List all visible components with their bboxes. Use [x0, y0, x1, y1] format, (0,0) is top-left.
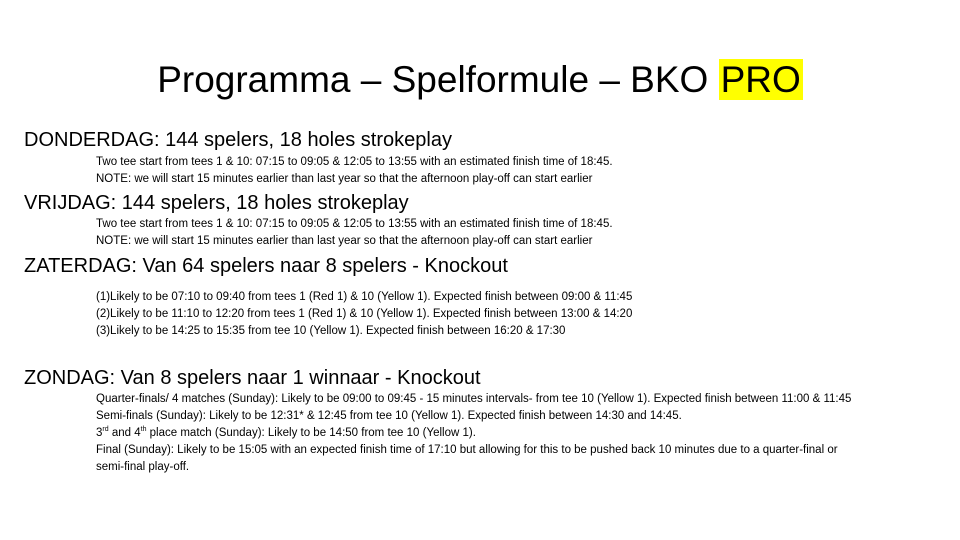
detail-line: NOTE: we will start 15 minutes earlier than last year so that the afternoon play-off can start earlier	[96, 235, 593, 247]
third-sup-th: th	[140, 426, 147, 434]
day-heading-zaterdag: ZATERDAG: Van 64 spelers naar 8 spelers - Knockout	[24, 255, 508, 277]
day-heading-donderdag: DONDERDAG: 144 spelers, 18 holes strokeplay	[24, 129, 452, 151]
detail-line: Semi-finals (Sunday): Likely to be 12:31* & 12:45 from tee 10 (Yellow 1). Expected finish between 14:30 and 14:45.	[96, 410, 682, 422]
detail-line: NOTE: we will start 15 minutes earlier than last year so that the afternoon play-off can start earlier	[96, 173, 593, 185]
detail-line: Two tee start from tees 1 & 10: 07:15 to 09:05 & 12:05 to 13:55 with an estimated finish time of 18:45.	[96, 156, 613, 168]
third-mid: and 4	[108, 427, 141, 439]
day-details-zondag	[96, 391, 851, 476]
day-details-donderdag	[96, 154, 613, 188]
page-title	[0, 54, 960, 106]
detail-line: semi-final play-off.	[96, 461, 190, 473]
detail-line: Two tee start from tees 1 & 10: 07:15 to 09:05 & 12:05 to 13:55 with an estimated finish time of 18:45.	[96, 218, 613, 230]
detail-line: (1)Likely to be 07:10 to 09:40 from tees 1 (Red 1) & 10 (Yellow 1). Expected finish between 09:00 & 11:45	[96, 291, 633, 303]
day-heading-zondag: ZONDAG: Van 8 spelers naar 1 winnaar - Knockout	[24, 367, 481, 389]
title-main: Programma – Spelformule – BKO	[157, 59, 719, 100]
detail-line: Final (Sunday): Likely to be 15:05 with an expected finish time of 17:10 but allowing for this to be pushed back 10 minutes due to a quarter-final or	[96, 444, 838, 456]
day-details-zaterdag	[96, 289, 632, 340]
title-highlight: PRO	[720, 59, 801, 100]
day-heading-vrijdag: VRIJDAG: 144 spelers, 18 holes strokeplay	[24, 192, 409, 214]
detail-line: (3)Likely to be 14:25 to 15:35 from tee 10 (Yellow 1). Expected finish between 16:20 & 17:30	[96, 325, 566, 337]
day-details-vrijdag	[96, 216, 613, 250]
third-rest: place match (Sunday): Likely to be 14:50 from tee 10 (Yellow 1).	[146, 427, 476, 439]
detail-line: Quarter-finals/ 4 matches (Sunday): Likely to be 09:00 to 09:45 - 15 minutes intervals- from tee 10 (Yellow 1). Expected finish between 11:00 & 11:45	[96, 393, 852, 405]
third-prefix: 3	[96, 427, 103, 439]
detail-line: (2)Likely to be 11:10 to 12:20 from tees 1 (Red 1) & 10 (Yellow 1). Expected finish between 13:00 & 14:20	[96, 308, 633, 320]
detail-line-third-place	[96, 425, 851, 442]
third-sup-rd: rd	[102, 426, 109, 434]
